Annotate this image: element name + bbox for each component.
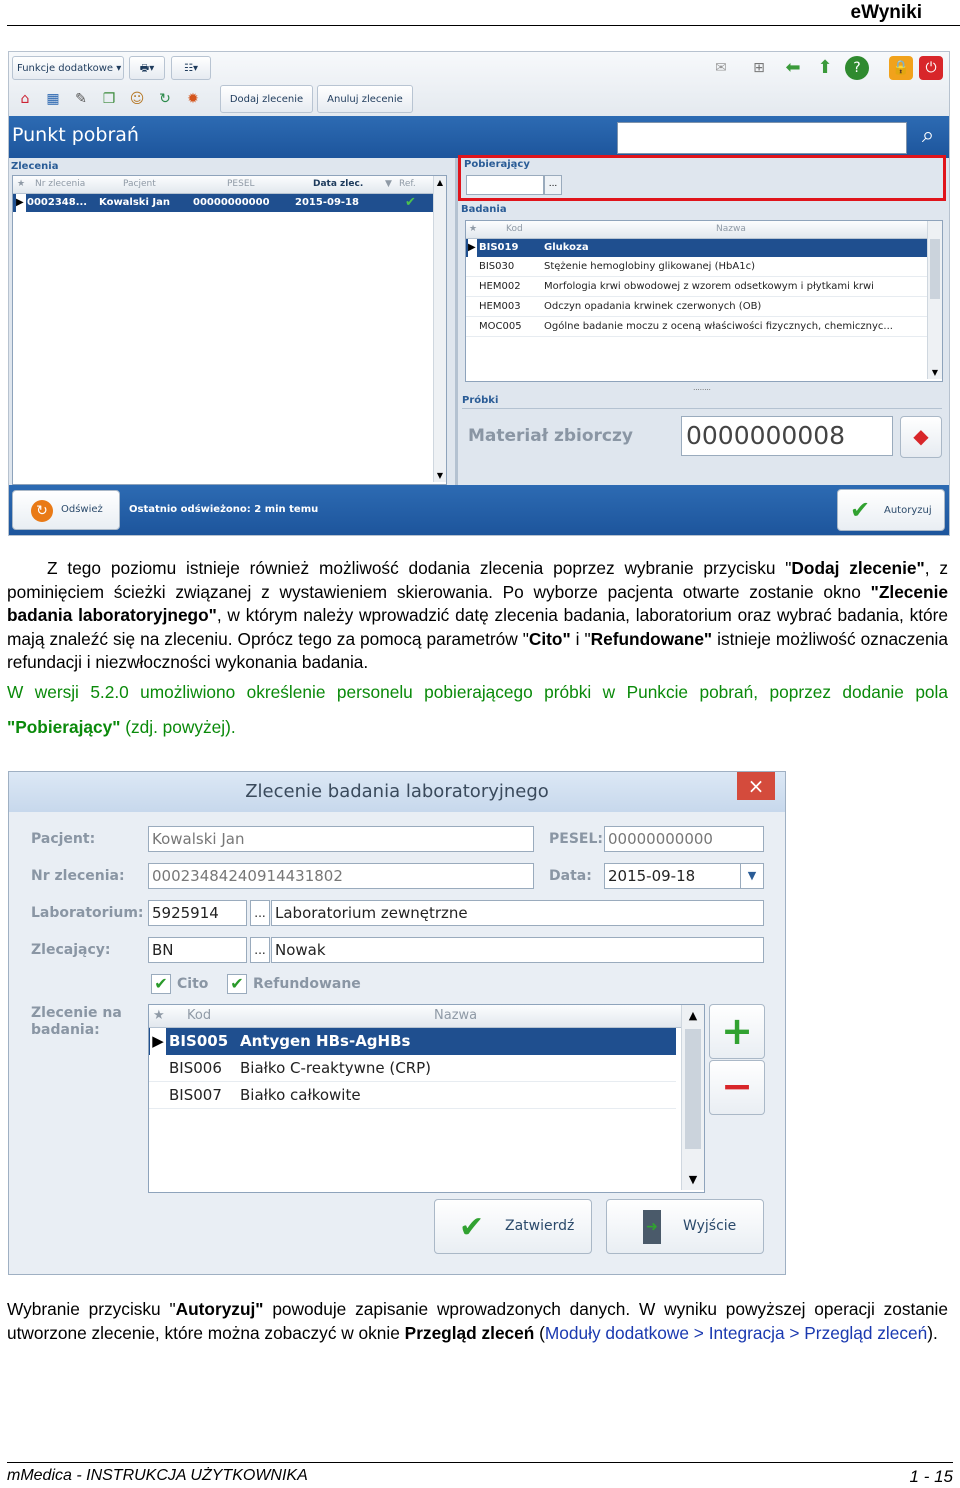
checkmark-icon: ✔	[459, 1210, 485, 1245]
scroll-down-icon[interactable]: ▼	[688, 1173, 698, 1186]
user-icon[interactable]: ☺	[129, 91, 145, 107]
home-icon[interactable]: ⌂	[20, 91, 30, 107]
printer-icon[interactable]: 🖶▾	[129, 56, 165, 80]
ordered-test-row[interactable]	[149, 1082, 676, 1109]
minus-icon[interactable]: −	[709, 1060, 765, 1115]
test-row[interactable]	[466, 257, 942, 277]
test-code: BIS019	[479, 242, 519, 253]
plus-icon[interactable]: +	[709, 1004, 765, 1059]
col-name[interactable]: Nazwa	[434, 1008, 478, 1023]
test-row[interactable]	[466, 317, 942, 337]
text: (zdj. powyżej).	[120, 717, 236, 737]
text: istnieje możliwość oznaczenia refundacji i niezwłoczności wykonania badania.	[7, 628, 949, 673]
row-pointer-icon: ▶	[150, 1028, 166, 1055]
date-value: 2015-09-18	[608, 867, 696, 885]
tests-scrollbar[interactable]	[927, 221, 942, 379]
orders-grid-header	[13, 176, 446, 194]
paragraph-authorize	[7, 1298, 948, 1345]
scroll-up-icon[interactable]: ▲	[688, 1009, 698, 1022]
refresh-label: Odśwież	[61, 504, 103, 515]
ordering-label: Zlecający:	[31, 942, 111, 958]
tests-section-label: Badania	[461, 204, 507, 215]
confirm-label: Zatwierdź	[505, 1218, 575, 1234]
lab-name-field[interactable]: Laboratorium zewnętrzne	[271, 900, 764, 926]
lock-icon[interactable]: 🔒	[889, 56, 913, 80]
orders-scrollbar[interactable]	[433, 176, 446, 482]
scroll-thumb[interactable]	[930, 239, 940, 299]
cito-label: Cito	[177, 976, 209, 992]
col-patient[interactable]: Pacjent	[123, 179, 156, 189]
text: ).	[927, 1322, 938, 1343]
confirm-button[interactable]	[434, 1199, 592, 1254]
text: Z tego poziomu istnieje również możliwość dodania zlecenia poprzez wybranie przycisku "	[47, 558, 792, 578]
window-title: Punkt pobrań	[12, 124, 139, 146]
screenshot-order-dialog	[8, 771, 786, 1275]
test-code: BIS006	[169, 1059, 222, 1077]
bottom-bar	[9, 485, 949, 535]
ordered-tests-header	[149, 1005, 704, 1028]
col-pesel[interactable]: PESEL	[227, 179, 255, 189]
text: , w którym należy wprowadzić datę zlecenia badania, laboratorium oraz wybrać badania, które mają znaleźć się na zleceniu. Oprócz tego za pomocą parametrów "	[7, 605, 948, 649]
order-nr-field[interactable]: 00023484240914431802	[148, 863, 534, 889]
test-name: Białko C-reaktywne (CRP)	[240, 1059, 432, 1077]
pesel-field[interactable]: 00000000000	[604, 826, 764, 852]
test-name: Glukoza	[544, 242, 589, 253]
help-icon[interactable]: ?	[845, 56, 869, 80]
patient-field[interactable]: Kowalski Jan	[148, 826, 534, 852]
checkmark-icon: ✔	[850, 496, 871, 524]
bold-text: Dodaj zlecenie"	[791, 558, 925, 578]
test-name: Morfologia krwi obwodowej z wzorem odsetkowym i płytkami krwi	[544, 281, 874, 292]
authorize-label: Autoryzuj	[884, 505, 932, 516]
ordered-tests-scrollbar[interactable]	[681, 1005, 704, 1190]
eraser-icon[interactable]: ◆	[900, 416, 942, 458]
cito-checkbox[interactable]: ✔	[151, 974, 171, 994]
scroll-down-icon[interactable]: ▼	[931, 368, 939, 377]
samples-section-label: Próbki	[462, 395, 499, 406]
ordering-browse-button[interactable]: ...	[250, 937, 270, 963]
patient-label: Pacjent:	[31, 831, 96, 847]
orders-panel	[9, 158, 455, 485]
scroll-down-icon[interactable]: ▼	[436, 471, 444, 480]
test-name: Białko całkowite	[240, 1086, 361, 1104]
exit-door-icon: ➜	[643, 1210, 661, 1244]
row-pointer-icon: ▶	[16, 194, 26, 212]
lab-label: Laboratorium:	[31, 905, 144, 921]
bold-text: "Zlecenie badania laboratoryjnego"	[7, 581, 948, 626]
order-row[interactable]	[13, 194, 446, 212]
test-code: HEM003	[479, 301, 521, 312]
pesel-label: PESEL:	[549, 831, 603, 847]
test-code: BIS005	[169, 1032, 229, 1050]
text: Wybranie przycisku "	[7, 1299, 176, 1319]
add-order-button[interactable]: Dodaj zlecenie	[220, 85, 313, 113]
search-icon[interactable]: ⌕	[921, 123, 935, 148]
bold-text: Cito"	[528, 628, 571, 649]
exit-button[interactable]	[606, 1199, 764, 1254]
refresh-icon: ↻	[31, 500, 53, 522]
text: i "	[570, 628, 591, 649]
test-name: Antygen HBs-AgHBs	[240, 1032, 411, 1050]
col-name[interactable]: Nazwa	[716, 224, 746, 234]
order-nr-label: Nr zlecenia:	[31, 868, 125, 884]
tests-label: Zlecenie na badania:	[31, 1005, 122, 1038]
bold-text: Autoryzuj"	[175, 1299, 264, 1319]
toolbar	[9, 52, 949, 116]
test-name: Stężenie hemoglobiny glikowanej (HbA1c)	[544, 261, 756, 272]
network-icon[interactable]: ⊞	[753, 60, 765, 76]
functions-label: Funkcje dodatkowe	[17, 63, 114, 74]
paragraph-version-note	[7, 675, 948, 745]
document-header-title: eWyniki	[850, 2, 922, 23]
authorize-button[interactable]	[837, 489, 945, 531]
footer-page-number: 1 - 15	[909, 1467, 953, 1486]
menu-path-link[interactable]: Moduły dodatkowe > Integracja > Przegląd zleceń	[544, 1322, 928, 1343]
copy-icon[interactable]: ❐	[102, 91, 116, 107]
scroll-thumb[interactable]	[685, 1029, 701, 1149]
order-pesel: 00000000000	[193, 197, 270, 208]
arrow-left-icon[interactable]: ⬅	[785, 57, 801, 78]
collector-input[interactable]	[466, 175, 544, 195]
calendar-icon[interactable]: ▦	[46, 91, 60, 107]
header-divider	[7, 25, 960, 26]
ordering-code-field[interactable]: BN	[148, 937, 247, 963]
ordered-test-row[interactable]	[149, 1055, 676, 1082]
tests-grid[interactable]	[465, 220, 943, 382]
test-name: Odczyn opadania krwinek czerwonych (OB)	[544, 301, 762, 312]
samples-divider	[462, 408, 942, 409]
date-label: Data:	[549, 868, 592, 884]
test-row[interactable]	[466, 239, 942, 257]
test-code: BIS030	[479, 261, 515, 272]
collector-browse-button[interactable]: ...	[544, 175, 562, 195]
view-icon[interactable]: ☷▾	[171, 56, 211, 80]
sample-number-field[interactable]: 0000000008	[681, 416, 893, 456]
test-row[interactable]	[466, 297, 942, 317]
bold-text: Refundowane"	[590, 628, 713, 649]
refresh-icon[interactable]: ↻	[159, 91, 171, 107]
refund-checkbox[interactable]: ✔	[227, 974, 247, 994]
ordered-tests-grid[interactable]	[148, 1004, 705, 1193]
chevron-down-icon[interactable]: ▼	[740, 864, 763, 888]
settings-icon[interactable]: ✹	[187, 91, 199, 107]
test-code: HEM002	[479, 281, 521, 292]
last-refresh-status: Ostatnio odświeżono: 2 min temu	[129, 504, 319, 515]
screenshot-punkt-pobran	[8, 51, 950, 536]
scroll-up-icon[interactable]: ▲	[436, 178, 444, 187]
collector-highlight	[458, 155, 946, 201]
row-pointer-icon: ▶	[468, 239, 477, 257]
refund-label: Refundowane	[253, 976, 361, 992]
text: , z pominięciem ścieżki związanej z wystawieniem skierowania. Po wyborze pacjenta otwarte zostanie okno	[7, 558, 948, 602]
exit-label: Wyjście	[683, 1218, 737, 1234]
checkmark-icon: ✔	[405, 195, 416, 210]
power-icon[interactable]: ⏻	[919, 56, 943, 80]
test-code: BIS007	[169, 1086, 222, 1104]
mail-icon[interactable]: ✉	[715, 60, 727, 76]
arrow-up-icon[interactable]: ⬆	[817, 57, 833, 78]
lab-browse-button[interactable]: ...	[250, 900, 270, 926]
col-code[interactable]: Kod	[187, 1008, 212, 1023]
text: W wersji 5.2.0 umożliwiono określenie personelu pobierającego próbki w Punkcie pobrań, poprzez dodanie pola	[7, 682, 948, 702]
footer-divider	[7, 1462, 953, 1463]
bold-text: "Pobierający"	[7, 717, 121, 737]
dialog-title-bar	[9, 772, 785, 812]
collector-label: Pobierający	[464, 159, 530, 170]
order-patient: Kowalski Jan	[99, 197, 170, 208]
test-code: MOC005	[479, 321, 522, 332]
window-title-bar	[9, 116, 949, 158]
ordered-test-row[interactable]	[149, 1028, 676, 1055]
right-panel	[458, 158, 949, 485]
tests-grid-header	[466, 221, 942, 239]
star-icon: ★	[469, 224, 478, 234]
order-date: 2015-09-18	[295, 197, 359, 208]
date-field[interactable]	[604, 863, 764, 889]
cancel-order-button[interactable]: Anuluj zlecenie	[317, 85, 413, 113]
lab-code-field[interactable]: 5925914	[148, 900, 247, 926]
paragraph-add-order	[7, 557, 948, 675]
col-nr[interactable]: Nr zlecenia	[35, 179, 86, 189]
col-date[interactable]: Data zlec.	[313, 179, 364, 189]
material-label: Materiał zbiorczy	[468, 426, 633, 446]
ordering-name-field[interactable]: Nowak	[271, 937, 764, 963]
dialog-title: Zlecenie badania laboratoryjnego	[245, 781, 549, 802]
bold-text: Przegląd zleceń	[404, 1322, 535, 1343]
test-name: Ogólne badanie moczu z oceną właściwości fizycznych, chemicznyc...	[544, 321, 893, 332]
edit-icon[interactable]: ✎	[75, 91, 87, 107]
functions-dropdown[interactable]: Funkcje dodatkowe ▾	[12, 56, 124, 80]
text: (	[534, 1322, 545, 1343]
sort-down-icon: ▼	[385, 179, 392, 189]
footer-document-title: mMedica - INSTRUKCJA UŻYTKOWNIKA	[7, 1467, 308, 1484]
refresh-button[interactable]	[12, 490, 120, 530]
orders-grid[interactable]	[12, 175, 447, 485]
star-icon: ★	[153, 1008, 165, 1023]
search-input[interactable]	[617, 122, 907, 154]
orders-section-label: Zlecenia	[11, 161, 59, 172]
splitter-grip[interactable]: ········	[693, 386, 711, 394]
star-icon: ★	[17, 179, 26, 189]
text: powoduje zapisanie wprowadzonych danych. W wyniku powyższej operacji zostanie utworzone zlecenie, które można zobaczyć w oknie	[7, 1299, 948, 1343]
order-nr: 0002348...	[27, 197, 88, 208]
col-code[interactable]: Kod	[506, 224, 523, 234]
col-ref[interactable]: Ref.	[399, 179, 416, 189]
close-icon[interactable]: ×	[737, 772, 775, 800]
test-row[interactable]	[466, 277, 942, 297]
